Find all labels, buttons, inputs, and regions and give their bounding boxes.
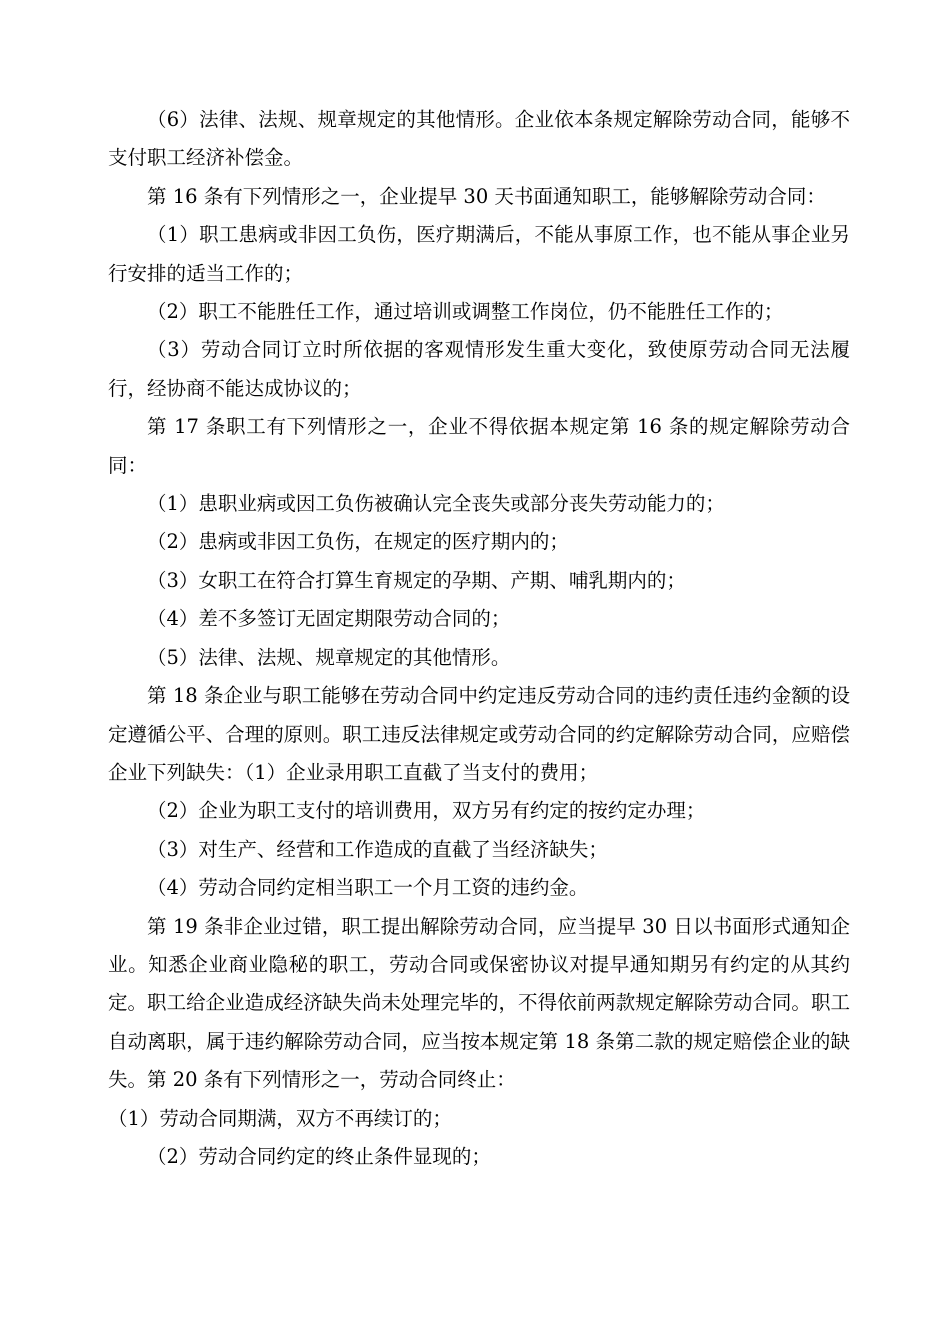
paragraph: （1）职工患病或非因工负伤，医疗期满后，不能从事原工作，也不能从事企业另行安排的适当工作的； <box>108 223 850 285</box>
paragraph: （2）职工不能胜任工作，通过培训或调整工作岗位，仍不能胜任工作的； <box>147 300 784 324</box>
paragraph: 第 16 条有下列情形之一，企业提早 30 天书面通知职工，能够解除劳动合同： <box>147 184 826 208</box>
paragraph: （2）劳动合同约定的终止条件显现的； <box>147 1144 491 1168</box>
paragraph: （5）法律、法规、规章规定的其他情形。 <box>147 645 511 669</box>
paragraph: （3）劳动合同订立时所依据的客观情形发生重大变化，致使原劳动合同无法履行，经协商不能达成协议的； <box>108 338 850 400</box>
paragraph: （4）劳动合同约定相当职工一个月工资的违约金。 <box>147 876 589 900</box>
paragraph: （2）企业为职工支付的培训费用，双方另有约定的按约定办理； <box>147 799 706 823</box>
paragraph: 第 18 条企业与职工能够在劳动合同中约定违反劳动合同的违约责任违约金额的设定遵循公平、合理的原则。职工违反法律规定或劳动合同的约定解除劳动合同，应赔偿企业下列缺失：（1）企业录用职工直截了当支付的费用； <box>108 684 850 784</box>
paragraph: （3）女职工在符合打算生育规定的孕期、产期、哺乳期内的； <box>147 568 686 592</box>
paragraph: （1）患职业病或因工负伤被确认完全丧失或部分丧失劳动能力的； <box>147 492 725 516</box>
paragraph: （3）对生产、经营和工作造成的直截了当经济缺失； <box>147 837 608 861</box>
paragraph: （1）劳动合同期满，双方不再续订的； <box>108 1106 452 1130</box>
paragraph: 第 19 条非企业过错，职工提出解除劳动合同，应当提早 30 日以书面形式通知企业。知悉企业商业隐秘的职工，劳动合同或保密协议对提早通知期另有约定的从其约定。职工给企业造成经济缺失尚未处理完毕的，不得依前两款规定解除劳动合同。职工自动离职，属于违约解除劳动合同，应当按本规定第 18 条第二款的规定赔偿企业的缺失。第 20 条有下列情形之一，劳动合同终止： <box>108 914 850 1092</box>
paragraph: （4）差不多签订无固定期限劳动合同的； <box>147 607 511 631</box>
paragraph: （2）患病或非因工负伤，在规定的医疗期内的； <box>147 530 569 554</box>
paragraph: （6）法律、法规、规章规定的其他情形。企业依本条规定解除劳动合同，能够不支付职工经济补偿金。 <box>108 108 850 170</box>
paragraph: 第 17 条职工有下列情形之一，企业不得依据本规定第 16 条的规定解除劳动合同： <box>108 415 850 477</box>
